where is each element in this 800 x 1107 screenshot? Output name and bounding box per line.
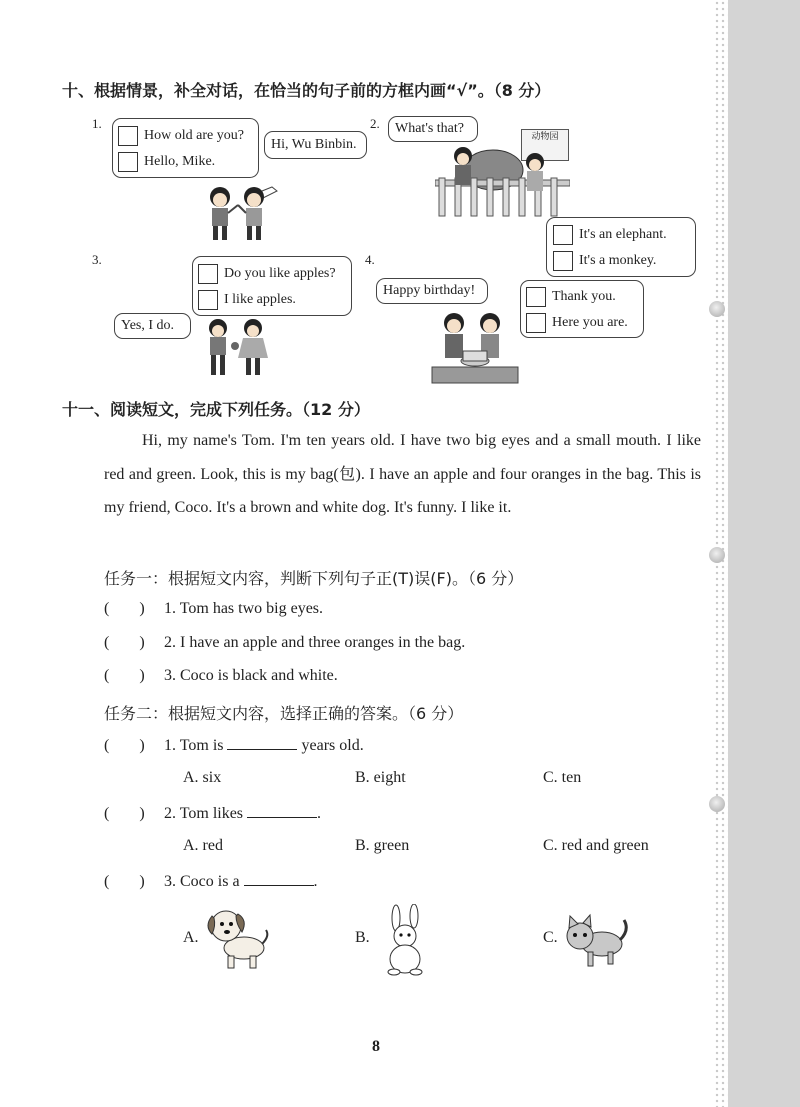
- option-text: I like apples.: [224, 292, 296, 307]
- choice-c[interactable]: C. red and green: [543, 837, 649, 854]
- answer-paren-close: ): [139, 667, 145, 684]
- answer-paren[interactable]: (: [104, 737, 110, 754]
- choice-a[interactable]: A. six: [183, 769, 222, 786]
- speech-bubble: What's that?: [388, 116, 478, 142]
- answer-blank[interactable]: [244, 871, 314, 886]
- tf-question: [104, 600, 323, 618]
- choice-b[interactable]: B.: [355, 929, 370, 946]
- children-birthday-picture: [430, 309, 520, 384]
- option-text: Here you are.: [552, 315, 628, 330]
- option-row: [526, 310, 638, 336]
- option-bubble: [546, 217, 696, 277]
- answer-checkbox[interactable]: [553, 225, 573, 245]
- question-text: 3. Coco is a: [164, 873, 240, 890]
- zoo-sign: 动物园: [521, 129, 569, 161]
- answer-paren[interactable]: (: [104, 873, 110, 890]
- option-text: Hello, Mike.: [144, 154, 216, 169]
- question-text-end: .: [317, 805, 322, 822]
- tf-question: [104, 667, 338, 685]
- answer-blank[interactable]: [247, 803, 317, 818]
- answer-checkbox[interactable]: [118, 152, 138, 172]
- option-bubble: [112, 118, 259, 178]
- answer-checkbox[interactable]: [526, 313, 546, 333]
- speech-bubble: Happy birthday!: [376, 278, 488, 304]
- option-row: [553, 222, 689, 248]
- answer-checkbox[interactable]: [526, 287, 546, 307]
- choice-b[interactable]: B. green: [355, 837, 410, 854]
- question-text: 3. Coco is black and white.: [164, 667, 338, 684]
- answer-blank[interactable]: [227, 735, 297, 750]
- answer-checkbox[interactable]: [198, 264, 218, 284]
- page-number: 8: [372, 1038, 380, 1055]
- question-text: 1. Tom is: [164, 737, 224, 754]
- answer-paren[interactable]: (: [104, 805, 110, 822]
- option-row: [198, 287, 346, 313]
- mc-question: ( ) 3. Coco is a .: [104, 873, 318, 890]
- option-text: How old are you?: [144, 128, 244, 143]
- binding-hole: [709, 547, 725, 563]
- option-bubble: [520, 280, 644, 338]
- item-number: 2.: [370, 116, 380, 131]
- option-text: It's a monkey.: [579, 253, 657, 268]
- task-1-title: 任务一：根据短文内容，判断下列句子正(T)误(F)。（6 分）: [104, 569, 524, 588]
- option-row: [198, 261, 346, 287]
- answer-checkbox[interactable]: [553, 251, 573, 271]
- choice-a[interactable]: A. red: [183, 837, 223, 854]
- answer-paren[interactable]: (: [104, 634, 110, 651]
- item-number: 3.: [92, 252, 102, 267]
- mc-question: ( ) 2. Tom likes .: [104, 805, 322, 822]
- question-text: 2. I have an apple and three oranges in the bag.: [164, 634, 466, 651]
- cat-picture[interactable]: [558, 910, 630, 970]
- mc-question: ( ) 1. Tom is years old.: [104, 737, 364, 754]
- choice-b[interactable]: B. eight: [355, 769, 406, 786]
- option-text: Thank you.: [552, 289, 616, 304]
- choice-c[interactable]: C. ten: [543, 769, 582, 786]
- answer-paren[interactable]: (: [104, 600, 110, 617]
- task-2-title: 任务二：根据短文内容，选择正确的答案。（6 分）: [104, 704, 464, 723]
- option-row: [118, 123, 253, 149]
- reading-passage: Hi, my name's Tom. I'm ten years old. I have two big eyes and a small mouth. I like red and green. Look, this is my bag(包). I have an apple and four oranges in the bag. This is my friend, Coco. It's a brown and white dog. It's funny. I like it.: [104, 432, 701, 516]
- rabbit-picture[interactable]: [380, 904, 430, 976]
- zoo-elephant-picture: [435, 138, 570, 218]
- dog-picture[interactable]: [200, 900, 272, 972]
- option-row: [553, 248, 689, 274]
- question-text: 1. Tom has two big eyes.: [164, 600, 324, 617]
- option-bubble: [192, 256, 352, 316]
- option-text: It's an elephant.: [579, 227, 667, 242]
- answer-checkbox[interactable]: [118, 126, 138, 146]
- binding-hole: [709, 796, 725, 812]
- section-11-title: 十一、阅读短文，完成下列任务。（12 分）: [62, 400, 370, 419]
- section-10-title: 十、根据情景，补全对话，在恰当的句子前的方框内画“√”。（8 分）: [62, 81, 551, 100]
- item-number: 1.: [92, 116, 102, 131]
- tf-question: [104, 634, 465, 652]
- question-text-end: years old.: [301, 737, 364, 754]
- answer-checkbox[interactable]: [198, 290, 218, 310]
- option-row: [118, 149, 253, 175]
- speech-bubble: Yes, I do.: [114, 313, 191, 339]
- choice-c[interactable]: C.: [543, 929, 558, 946]
- choice-a[interactable]: A.: [183, 929, 199, 946]
- option-text: Do you like apples?: [224, 266, 336, 281]
- option-row: [526, 284, 638, 310]
- answer-paren[interactable]: (: [104, 667, 110, 684]
- item-number: 4.: [365, 252, 375, 267]
- question-text-end: .: [313, 873, 318, 890]
- children-apples-picture: [198, 316, 278, 381]
- children-greeting-picture: [192, 175, 282, 245]
- answer-paren-close: ): [139, 634, 145, 651]
- answer-paren-close: ): [139, 600, 145, 617]
- question-text: 2. Tom likes: [164, 805, 244, 822]
- speech-bubble: Hi, Wu Binbin.: [264, 131, 367, 159]
- binding-hole: [709, 301, 725, 317]
- side-margin-strip: [728, 0, 800, 1107]
